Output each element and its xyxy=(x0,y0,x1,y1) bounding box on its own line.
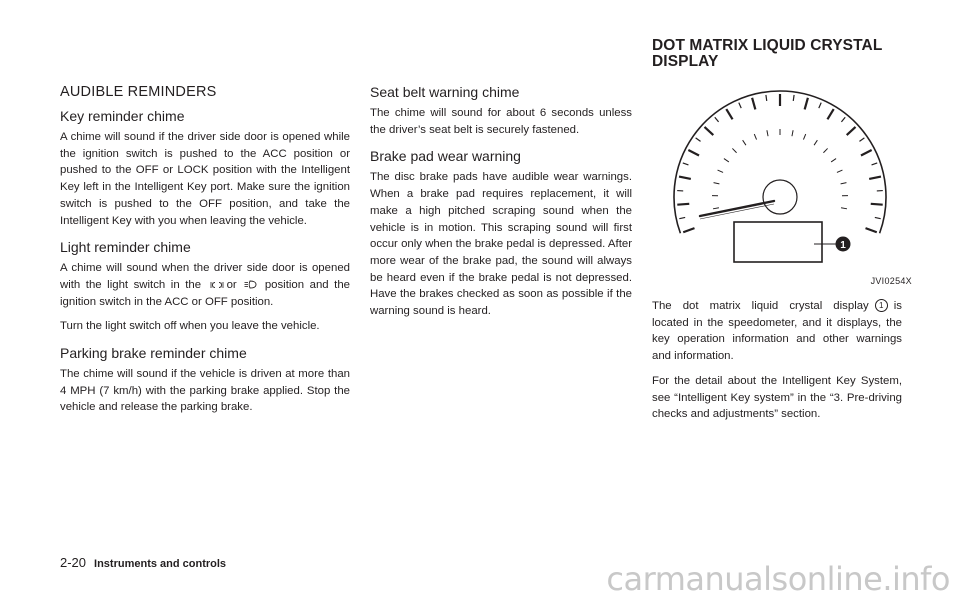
gauge-tick xyxy=(704,127,713,135)
gauge-tick xyxy=(866,228,877,232)
gauge-tick xyxy=(752,98,755,110)
light-text-a: A chime will sound when the driver side door is opened with the light switch in the xyxy=(60,262,350,291)
gauge-inner-tick xyxy=(823,148,827,152)
brake-pad-text: The disc brake pads have audible wear warnings. When a brake pad requires replacement, it will make a high pitched scraping sound when the vehicle is in motion. This scraping sound will first occur only when the brake pedal is depressed. After more wear of the brake pad, the sound will always be heard even if the brake pedal is not depressed. Have the brakes checked as soon as possible if the warning sound is heard. xyxy=(370,169,632,319)
footer-title: Instruments and controls xyxy=(94,558,226,570)
gauge-arc xyxy=(674,91,886,233)
light-text-b: position and the ignition switch in the ACC or OFF position. xyxy=(60,279,350,308)
gauge-inner-tick xyxy=(803,134,805,140)
dot-matrix-text-b: is located in the speedometer, and it displays, the key operation information and other warnings and information. xyxy=(652,300,902,362)
callout-1-label: 1 xyxy=(840,240,846,251)
headlight-icon xyxy=(244,280,257,289)
parking-brake-text: The chime will sound if the vehicle is driven at more than 4 MPH (7 km/h) with the parking brake applied. Stop the vehicle and release the parking brake. xyxy=(60,366,350,416)
parking-light-icon xyxy=(209,281,225,289)
heading-parking-brake-reminder: Parking brake reminder chime xyxy=(60,345,350,361)
gauge-inner-tick xyxy=(841,183,847,184)
gauge-tick xyxy=(827,109,833,119)
gauge-inner-tick xyxy=(754,134,756,140)
dot-matrix-text xyxy=(652,298,902,365)
gauge-tick xyxy=(696,138,701,141)
dot-matrix-text-2: For the detail about the Intelligent Key System, see “Intelligent Key system” in the “3. Pre-driving checks and adjustments” section. xyxy=(652,373,902,423)
gauge-tick xyxy=(869,177,881,179)
seat-belt-text: The chime will sound for about 6 seconds unless the driver’s seat belt is securely fastened. xyxy=(370,105,632,138)
dot-matrix-text-a: The dot matrix liquid crystal display xyxy=(652,300,869,312)
gauge-inner-tick xyxy=(792,130,793,136)
column-right xyxy=(652,84,902,431)
gauge-tick xyxy=(841,117,845,122)
column-left xyxy=(60,84,350,424)
light-reminder-text xyxy=(60,260,350,310)
gauge-inner-tick xyxy=(732,148,736,152)
gauge-tick xyxy=(872,163,878,165)
figure-code: JVI0254X xyxy=(871,276,912,286)
gauge-inner-tick xyxy=(743,140,746,145)
gauge-tick xyxy=(766,95,767,101)
gauge-inner-tick xyxy=(837,170,843,172)
gauge-inner-tick xyxy=(724,159,729,162)
speedometer-illustration xyxy=(652,84,912,280)
gauge-tick xyxy=(688,150,699,155)
gauge-tick xyxy=(805,98,808,110)
lcd-display xyxy=(734,222,822,262)
page-footer xyxy=(60,555,226,570)
gauge-tick xyxy=(871,204,883,205)
gauge-tick xyxy=(683,228,694,232)
gauge-tick xyxy=(715,117,719,122)
heading-light-reminder: Light reminder chime xyxy=(60,239,350,255)
key-reminder-text: A chime will sound if the driver side door is opened while the ignition switch is pushed to the ACC position or pushed to the OFF or LOCK position with the Intelligent Key left in the Intelligent Key port. Make sure the ignition switch is pushed to the OFF position, and take the Intelligent Key with you when leaving the vehicle. xyxy=(60,129,350,229)
gauge-inner-tick xyxy=(814,140,817,145)
heading-brake-pad: Brake pad wear warning xyxy=(370,148,632,164)
page-number: 2-20 xyxy=(60,555,86,570)
gauge-tick xyxy=(679,217,685,218)
heading-audible-reminders: AUDIBLE REMINDERS xyxy=(60,84,350,100)
gauge-inner-tick xyxy=(831,159,836,162)
gauge-inner-tick xyxy=(767,130,768,136)
gauge-tick xyxy=(726,109,732,119)
gauge-tick xyxy=(819,103,821,108)
gauge-inner-tick xyxy=(718,170,724,172)
gauge-inner-tick xyxy=(713,208,719,209)
section-title: DOT MATRIX LIQUID CRYSTAL DISPLAY xyxy=(652,38,922,70)
light-text-or: or xyxy=(227,279,237,291)
gauge-tick xyxy=(875,217,881,218)
watermark: carmanualsonline.info xyxy=(606,560,950,598)
gauge-tick xyxy=(683,163,689,165)
callout-1-inline: 1 xyxy=(875,299,888,312)
speedometer-figure xyxy=(652,84,912,290)
gauge-inner-tick xyxy=(841,208,847,209)
column-middle xyxy=(370,84,632,328)
gauge-tick xyxy=(847,127,856,135)
heading-seat-belt: Seat belt warning chime xyxy=(370,84,632,100)
gauge-tick xyxy=(679,177,691,179)
gauge-tick xyxy=(861,150,872,155)
heading-key-reminder: Key reminder chime xyxy=(60,108,350,124)
light-reminder-text-2: Turn the light switch off when you leave the vehicle. xyxy=(60,318,350,335)
gauge-tick xyxy=(793,95,794,101)
gauge-inner-tick xyxy=(714,183,720,184)
gauge-tick xyxy=(677,204,689,205)
gauge-tick xyxy=(739,103,741,108)
gauge-tick xyxy=(859,138,864,141)
